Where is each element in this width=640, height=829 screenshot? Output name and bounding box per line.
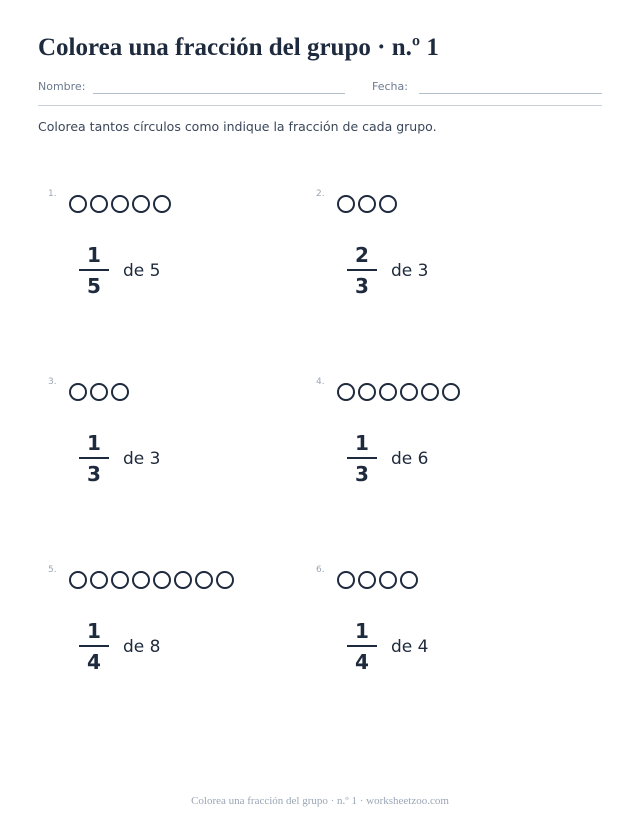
- group-size-label: de 3: [391, 261, 429, 281]
- name-label: Nombre:: [38, 80, 86, 93]
- problem-number: 2.: [316, 189, 325, 199]
- fraction-bar: [79, 269, 109, 271]
- colorable-circle[interactable]: [111, 571, 129, 589]
- header-divider: [38, 105, 602, 106]
- fraction: [79, 619, 109, 674]
- date-label: Fecha:: [372, 80, 408, 93]
- colorable-circle[interactable]: [358, 571, 376, 589]
- fraction-bar: [347, 269, 377, 271]
- circle-group: [337, 383, 463, 401]
- fraction-denominator: 3: [87, 462, 101, 486]
- colorable-circle[interactable]: [69, 195, 87, 213]
- fraction: [79, 243, 109, 298]
- problem-5: [48, 565, 308, 715]
- fraction-numerator: 1: [355, 431, 369, 455]
- fraction-numerator: 1: [87, 431, 101, 455]
- group-size-label: de 4: [391, 637, 429, 657]
- fraction-bar: [347, 645, 377, 647]
- group-size-label: de 5: [123, 261, 161, 281]
- colorable-circle[interactable]: [379, 383, 397, 401]
- worksheet-title: Colorea una fracción del grupo · n.º 1: [38, 34, 439, 61]
- date-field-line[interactable]: [419, 93, 602, 94]
- colorable-circle[interactable]: [400, 383, 418, 401]
- fraction-denominator: 3: [355, 274, 369, 298]
- group-size-label: de 3: [123, 449, 161, 469]
- colorable-circle[interactable]: [90, 195, 108, 213]
- fraction-bar: [79, 457, 109, 459]
- colorable-circle[interactable]: [111, 383, 129, 401]
- colorable-circle[interactable]: [337, 383, 355, 401]
- colorable-circle[interactable]: [400, 571, 418, 589]
- fraction-bar: [79, 645, 109, 647]
- fraction-denominator: 3: [355, 462, 369, 486]
- problem-number: 1.: [48, 189, 57, 199]
- colorable-circle[interactable]: [358, 195, 376, 213]
- fraction: [347, 619, 377, 674]
- fraction-numerator: 2: [355, 243, 369, 267]
- colorable-circle[interactable]: [379, 195, 397, 213]
- colorable-circle[interactable]: [195, 571, 213, 589]
- instructions-text: Colorea tantos círculos como indique la fracción de cada grupo.: [38, 119, 437, 134]
- circle-group: [69, 195, 174, 213]
- fraction-numerator: 1: [87, 619, 101, 643]
- circle-group: [69, 383, 132, 401]
- colorable-circle[interactable]: [69, 571, 87, 589]
- colorable-circle[interactable]: [337, 195, 355, 213]
- colorable-circle[interactable]: [153, 195, 171, 213]
- colorable-circle[interactable]: [421, 383, 439, 401]
- circle-group: [337, 195, 400, 213]
- problem-1: [48, 189, 308, 339]
- colorable-circle[interactable]: [442, 383, 460, 401]
- fraction-numerator: 1: [87, 243, 101, 267]
- problem-2: [316, 189, 576, 339]
- fraction: [79, 431, 109, 486]
- problem-number: 5.: [48, 565, 57, 575]
- problem-6: [316, 565, 576, 715]
- group-size-label: de 6: [391, 449, 429, 469]
- page-footer: Colorea una fracción del grupo · n.º 1 · worksheetzoo.com: [191, 795, 449, 807]
- fraction-denominator: 4: [87, 650, 101, 674]
- fraction-denominator: 4: [355, 650, 369, 674]
- colorable-circle[interactable]: [153, 571, 171, 589]
- colorable-circle[interactable]: [111, 195, 129, 213]
- colorable-circle[interactable]: [174, 571, 192, 589]
- colorable-circle[interactable]: [69, 383, 87, 401]
- fraction: [347, 243, 377, 298]
- fraction-denominator: 5: [87, 274, 101, 298]
- colorable-circle[interactable]: [90, 571, 108, 589]
- fraction-numerator: 1: [355, 619, 369, 643]
- group-size-label: de 8: [123, 637, 161, 657]
- colorable-circle[interactable]: [216, 571, 234, 589]
- colorable-circle[interactable]: [337, 571, 355, 589]
- fraction-bar: [347, 457, 377, 459]
- colorable-circle[interactable]: [358, 383, 376, 401]
- problem-number: 3.: [48, 377, 57, 387]
- circle-group: [69, 571, 237, 589]
- problem-number: 6.: [316, 565, 325, 575]
- colorable-circle[interactable]: [379, 571, 397, 589]
- circle-group: [337, 571, 421, 589]
- problem-3: [48, 377, 308, 527]
- colorable-circle[interactable]: [132, 571, 150, 589]
- name-field-line[interactable]: [93, 93, 345, 94]
- colorable-circle[interactable]: [90, 383, 108, 401]
- fraction: [347, 431, 377, 486]
- colorable-circle[interactable]: [132, 195, 150, 213]
- problem-4: [316, 377, 576, 527]
- problem-number: 4.: [316, 377, 325, 387]
